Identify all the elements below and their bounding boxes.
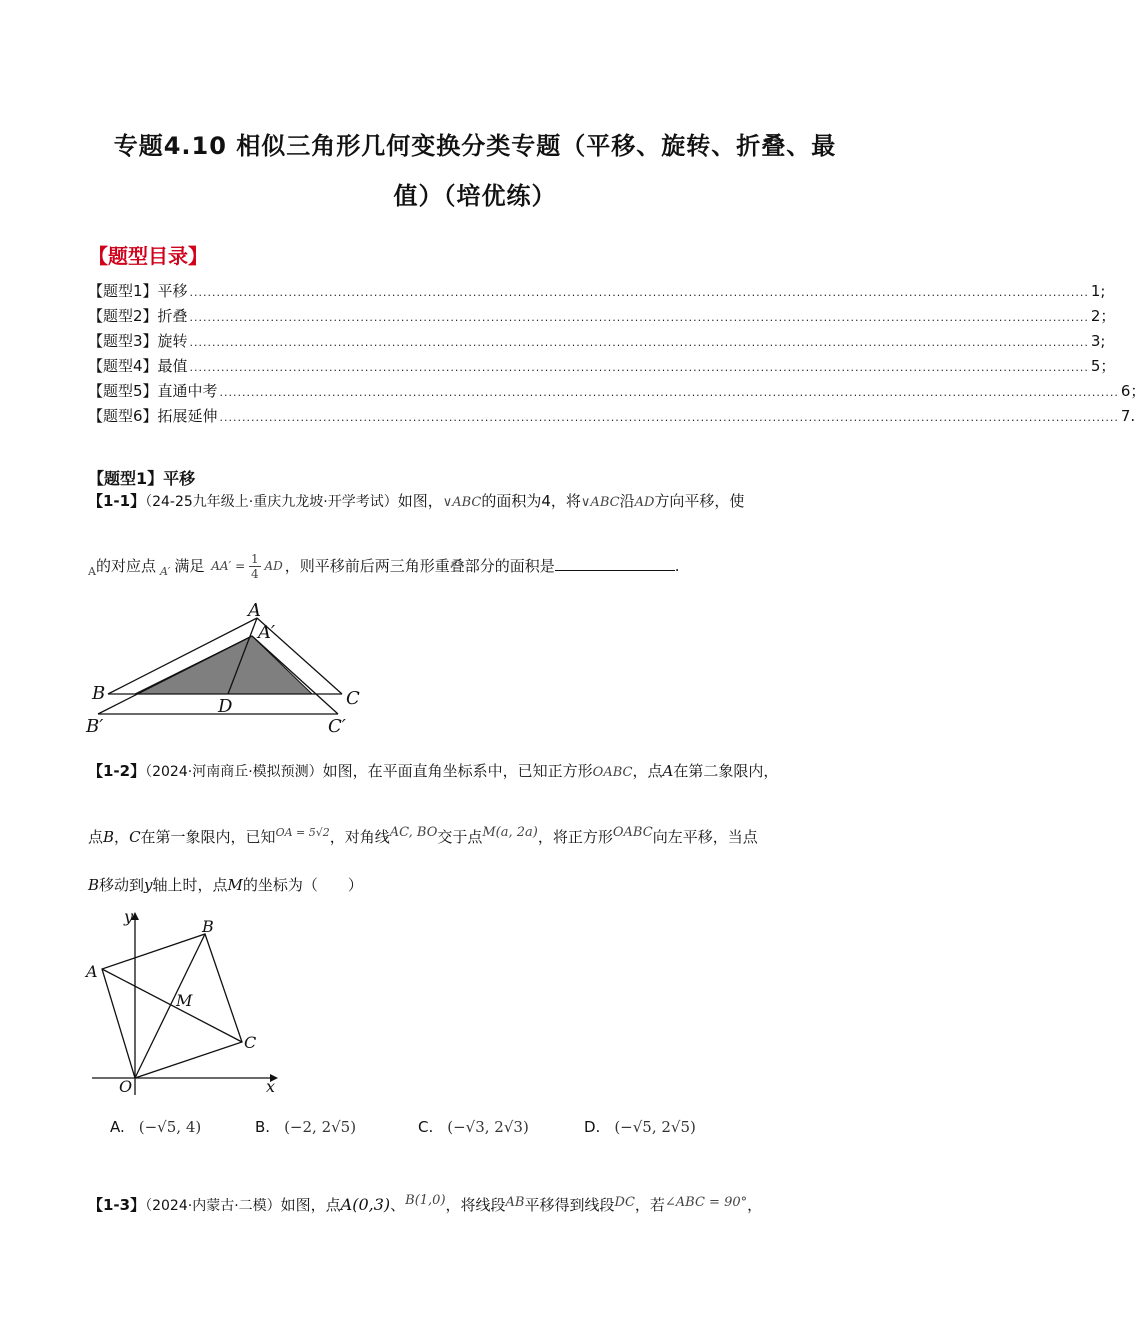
math-segment: DC [614,1195,635,1210]
question-text: 在第二象限内， [673,762,779,780]
label-C: C [244,1033,257,1052]
label-D: D [218,696,233,717]
math-point: M [227,876,243,894]
math-point: C [129,828,141,846]
option-d[interactable] [584,1118,696,1136]
toc-item-label: 【题型3】旋转 [88,332,188,350]
question-text: 、 [390,1196,406,1214]
toc-item-page: 1; [1090,282,1106,300]
toc-item-page: 6； [1120,382,1145,400]
question-text: ，对角线 [329,828,390,846]
question-source: （2024·河南商丘·模拟预测） [145,764,323,780]
page-title-line-1: 专题4.10 相似三角形几何变换分类专题（平移、旋转、折叠、最 [113,132,837,160]
question-text: . [674,557,680,575]
label-A: A [248,600,261,621]
math-triangle: ∨ABC [442,495,482,510]
question-text: 的面积为4，将 [481,492,581,510]
toc-item[interactable] [88,355,1116,380]
question-source: （24-25九年级上·重庆九龙坡·开学考试） [145,494,398,510]
label-C: C [346,688,360,709]
toc-item-page: 3; [1090,332,1106,350]
math-square: OABC [592,765,633,780]
toc-item-label: 【题型2】折叠 [88,307,188,325]
fraction [249,552,261,581]
option-key: C. [418,1118,434,1136]
question-text: 在第一象限内，已知 [140,828,276,846]
toc-item-label: 【题型5】直通中考 [88,382,218,400]
diagonal-BO [135,934,205,1078]
math-segment: AD [634,495,655,510]
math-point: A′ [159,565,171,578]
label-C-prime: C′ [328,716,346,737]
math-point: B(1,0) [405,1193,446,1208]
toc-item-page: 2； [1090,307,1116,325]
question-tag: 【1-2】 [88,762,146,780]
toc-item-page: 5； [1090,357,1116,375]
figure-translated-triangles [80,598,380,738]
math-point: B [103,828,115,846]
math-formula: OA = 5√2 [275,826,330,839]
question-text: 如图，在平面直角坐标系中，已知正方形 [322,762,593,780]
toc-heading: 【题型目录】 [88,244,208,268]
toc-item[interactable] [88,330,1106,355]
math-formula [211,552,283,581]
question-text: 如图， [397,492,443,510]
option-key: D. [584,1118,601,1136]
formula-lhs: AA′ = [211,559,246,573]
math-point: A(0,3) [340,1195,391,1214]
label-A-prime: A′ [258,622,276,643]
question-1-2-line-3 [88,874,863,896]
math-angle: ∠ABC = 90° [664,1195,748,1210]
label-O: O [119,1077,133,1096]
question-text: 轴上时，点 [152,876,228,894]
math-square: OABC [612,825,653,840]
label-x: x [266,1077,276,1096]
label-A: A [86,962,98,981]
math-triangle: ∨ABC [580,495,620,510]
question-text: 方向平移，使 [654,492,745,510]
option-value: (−√5, 4) [138,1118,202,1136]
label-B: B [92,683,106,704]
toc-item[interactable] [88,305,1116,330]
question-1-1-line-2 [88,552,863,583]
toc-leader-dots: ........................................................................................................................................................................................................ [219,386,1119,399]
question-text: 移动到 [99,876,145,894]
option-key: B. [255,1118,271,1136]
question-text: 交于点 [437,828,483,846]
toc-item-page: 7. [1120,407,1136,425]
question-tag: 【1-1】 [88,492,146,510]
question-source: （2024·内蒙古·二模） [145,1198,281,1214]
math-segment: AB [505,1195,525,1210]
label-B-prime: B′ [86,716,104,737]
label-B: B [202,917,214,936]
math-point: B [88,876,100,894]
question-text: ， [747,1196,763,1214]
question-text: ，将线段 [445,1196,506,1214]
answer-blank[interactable] [555,556,675,571]
question-1-2-line-1 [88,760,863,784]
toc-item-label: 【题型4】最值 [88,357,188,375]
option-value: (−√3, 2√3) [447,1118,529,1136]
label-y: y [124,907,134,926]
toc-item[interactable] [88,380,1145,405]
figure-square-coordinate-plane [80,900,290,1100]
question-1-3-line-1 [88,1190,863,1217]
question-1-1-line-1 [88,490,863,514]
option-a[interactable] [110,1118,201,1136]
toc-leader-dots: ........................................................................................................................................................................................................ [189,336,1089,349]
math-axis: y [144,876,153,894]
option-key: A. [110,1118,125,1136]
question-text: 满足 [174,557,205,575]
question-text: 沿 [619,492,635,510]
fraction-numerator: 1 [250,552,259,566]
page-title-line-2: 值）（培优练） [393,182,557,210]
question-text: ，将正方形 [537,828,613,846]
question-1-2-line-2 [88,822,863,848]
question-tag: 【1-3】 [88,1196,146,1214]
toc-leader-dots: ........................................................................................................................................................................................................ [189,311,1089,324]
table-of-contents [88,280,1145,430]
question-text: 的坐标为（ ） [242,876,363,894]
option-c[interactable] [418,1118,529,1136]
question-text: 如图，点 [280,1196,341,1214]
fraction-denominator: 4 [250,567,259,581]
option-value: (−2, 2√5) [284,1118,357,1136]
toc-item-label: 【题型6】拓展延伸 [88,407,218,425]
toc-leader-dots: ........................................................................................................................................................................................................ [219,411,1119,424]
section-heading: 【题型1】平移 [88,469,196,488]
question-text: 的对应点 [95,557,156,575]
toc-item-label: 【题型1】平移 [88,282,188,300]
formula-rhs: AD [264,559,283,573]
math-point: A [88,565,96,578]
math-segments: AC, BO [389,825,438,840]
toc-leader-dots: ........................................................................................................................................................................................................ [189,361,1089,374]
math-point: A [662,762,674,780]
overlap-shaded-region [135,636,312,694]
label-M: M [176,991,193,1010]
question-text: ，点 [632,762,663,780]
question-text: 点 [88,828,104,846]
question-text: 平移得到线段 [524,1196,615,1214]
option-b[interactable] [255,1118,356,1136]
question-text: ，若 [634,1196,665,1214]
question-text: 向左平移，当点 [652,828,758,846]
option-value: (−√5, 2√5) [614,1118,696,1136]
toc-item[interactable] [88,405,1136,430]
math-point: M(a, 2a) [482,825,538,840]
question-text: ，则平移前后两三角形重叠部分的面积是 [284,557,555,575]
toc-item[interactable] [88,280,1106,305]
toc-leader-dots: ........................................................................................................................................................................................................ [189,286,1089,299]
question-text: ， [114,828,130,846]
